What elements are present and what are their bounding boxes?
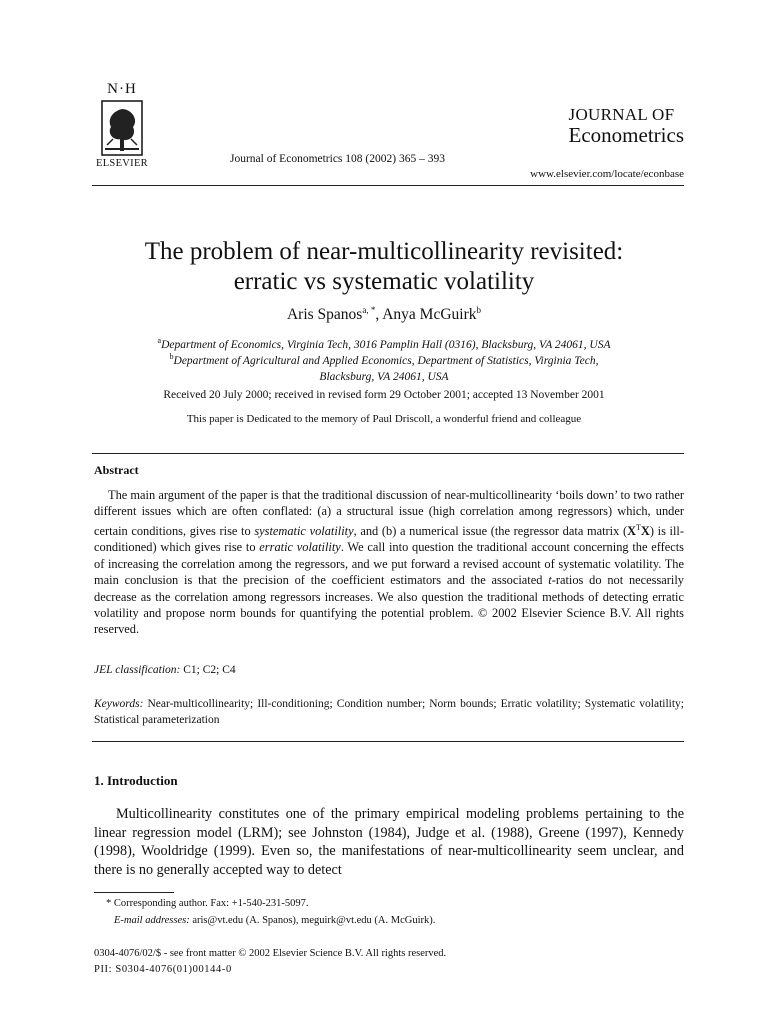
affiliation-b — [0, 349, 768, 385]
abstract-text-1: The main argument of the paper is that the traditional discussion of near-multicollinearity ‘boils down’ to two rather different issues which are often conflated: (a) a structural issue (high correlation among regressors) which, under certain conditions, gives rise to — [94, 488, 684, 538]
abstract-emphasis-t: t — [548, 573, 552, 588]
paper-title-line2: erratic vs systematic volatility — [233, 268, 535, 295]
email-label: E-mail addresses: — [114, 915, 190, 926]
author-mcguirk-affiliation-mark: b — [476, 305, 482, 315]
section-heading-introduction: 1. Introduction — [94, 773, 178, 788]
tree-emblem-icon — [99, 99, 145, 157]
affiliation-b-mark: b — [169, 352, 174, 361]
affiliation-a-mark: a — [157, 336, 162, 345]
footnote-email — [114, 914, 435, 928]
affiliation-b-line1: Department of Agricultural and Applied Economics, Department of Statistics, Virginia Tech, — [173, 354, 599, 367]
keywords — [94, 696, 684, 728]
pii-line: PII: S0304-4076(01)00144-0 — [94, 964, 232, 975]
affiliation-a-text: Department of Economics, Virginia Tech, 3016 Pamplin Hall (0316), Blacksburg, VA 24061, USA — [161, 338, 611, 351]
abstract-body — [94, 487, 684, 638]
keywords-value: Near-multicollinearity; Ill-conditioning; Condition number; Norm bounds; Erratic volatility; Systematic volatility; Statistical parameterization — [94, 698, 684, 726]
paper-title-line1: The problem of near-multicollinearity revisited: — [144, 238, 624, 265]
abstract-emphasis-erratic: erratic volatility — [259, 540, 341, 555]
received-dates: Received 20 July 2000; received in revised form 29 October 2001; accepted 13 November 2001 — [163, 389, 605, 401]
jel-label: JEL classification: — [94, 664, 181, 676]
journal-title-line1: JOURNAL OF — [568, 105, 675, 124]
abstract-text-3: ) is ill-conditioned) which gives rise to — [94, 523, 684, 555]
publisher-name: ELSEVIER — [96, 158, 148, 169]
abstract-text-4: . We call into question the traditional account concerning the effects of increasing the correlation among the regressors, and we put forward a revised account of systematic volatility. The main conclusion is that the precision of the coefficient estimators and the associated — [94, 540, 684, 588]
jel-classification — [94, 664, 236, 676]
journal-title-line2: Econometrics — [568, 123, 684, 147]
matrix-x-left: X — [627, 523, 637, 538]
header-divider — [92, 185, 684, 186]
abstract-divider-bottom — [92, 741, 684, 742]
matrix-transpose-mark: T — [636, 522, 641, 532]
publisher-mark: N·H — [107, 81, 137, 97]
author-list — [0, 305, 768, 324]
paper-title — [0, 237, 768, 297]
issn-line: 0304-4076/02/$ - see front matter © 2002 Elsevier Science B.V. All rights reserved. — [94, 948, 447, 959]
elsevier-logo — [92, 82, 152, 169]
journal-title — [569, 105, 684, 145]
footnote-rule — [94, 892, 174, 893]
email-addresses: aris@vt.edu (A. Spanos), meguirk@vt.edu (A. McGuirk). — [189, 915, 436, 926]
introduction-paragraph: Multicollinearity constitutes one of the primary empirical modeling problems pertaining to the linear regression model (LRM); see Johnston (1984), Judge et al. (1988), Greene (1997), Kennedy (1998), Wooldridge (1999). Even so, the manifestations of near-multicollinearity seem unclear, and there is no generally accepted way to detect — [94, 806, 684, 878]
abstract-text-2: , and (b) a numerical issue (the regressor data matrix ( — [353, 523, 628, 538]
author-mcguirk: Anya McGuirk — [382, 306, 477, 324]
footnote-corresponding: * Corresponding author. Fax: +1-540-231-5097. — [106, 898, 309, 909]
author-separator: , — [375, 306, 383, 324]
abstract-divider-top — [92, 453, 684, 454]
journal-url-link[interactable]: www.elsevier.com/locate/econbase — [530, 168, 684, 180]
jel-value: C1; C2; C4 — [180, 664, 236, 676]
journal-citation: Journal of Econometrics 108 (2002) 365 – 393 — [230, 153, 445, 165]
abstract-text-5: -ratios do not necessarily decrease as the correlation among regressors increases. We also question the traditional methods of detecting erratic volatility and propose norm bounds for quantifying the potential problem. © 2002 Elsevier Science B.V. All rights reserved. — [94, 573, 684, 637]
author-spanos: Aris Spanos — [286, 306, 363, 324]
abstract-heading: Abstract — [94, 463, 139, 477]
dedication: This paper is Dedicated to the memory of Paul Driscoll, a wonderful friend and colleague — [186, 413, 582, 425]
abstract-emphasis-systematic: systematic volatility — [254, 523, 354, 538]
keywords-label: Keywords: — [94, 698, 144, 710]
matrix-x-right: X — [640, 523, 650, 538]
author-spanos-affiliation-mark: a, * — [362, 305, 376, 315]
affiliation-b-line2: Blacksburg, VA 24061, USA — [319, 370, 449, 383]
